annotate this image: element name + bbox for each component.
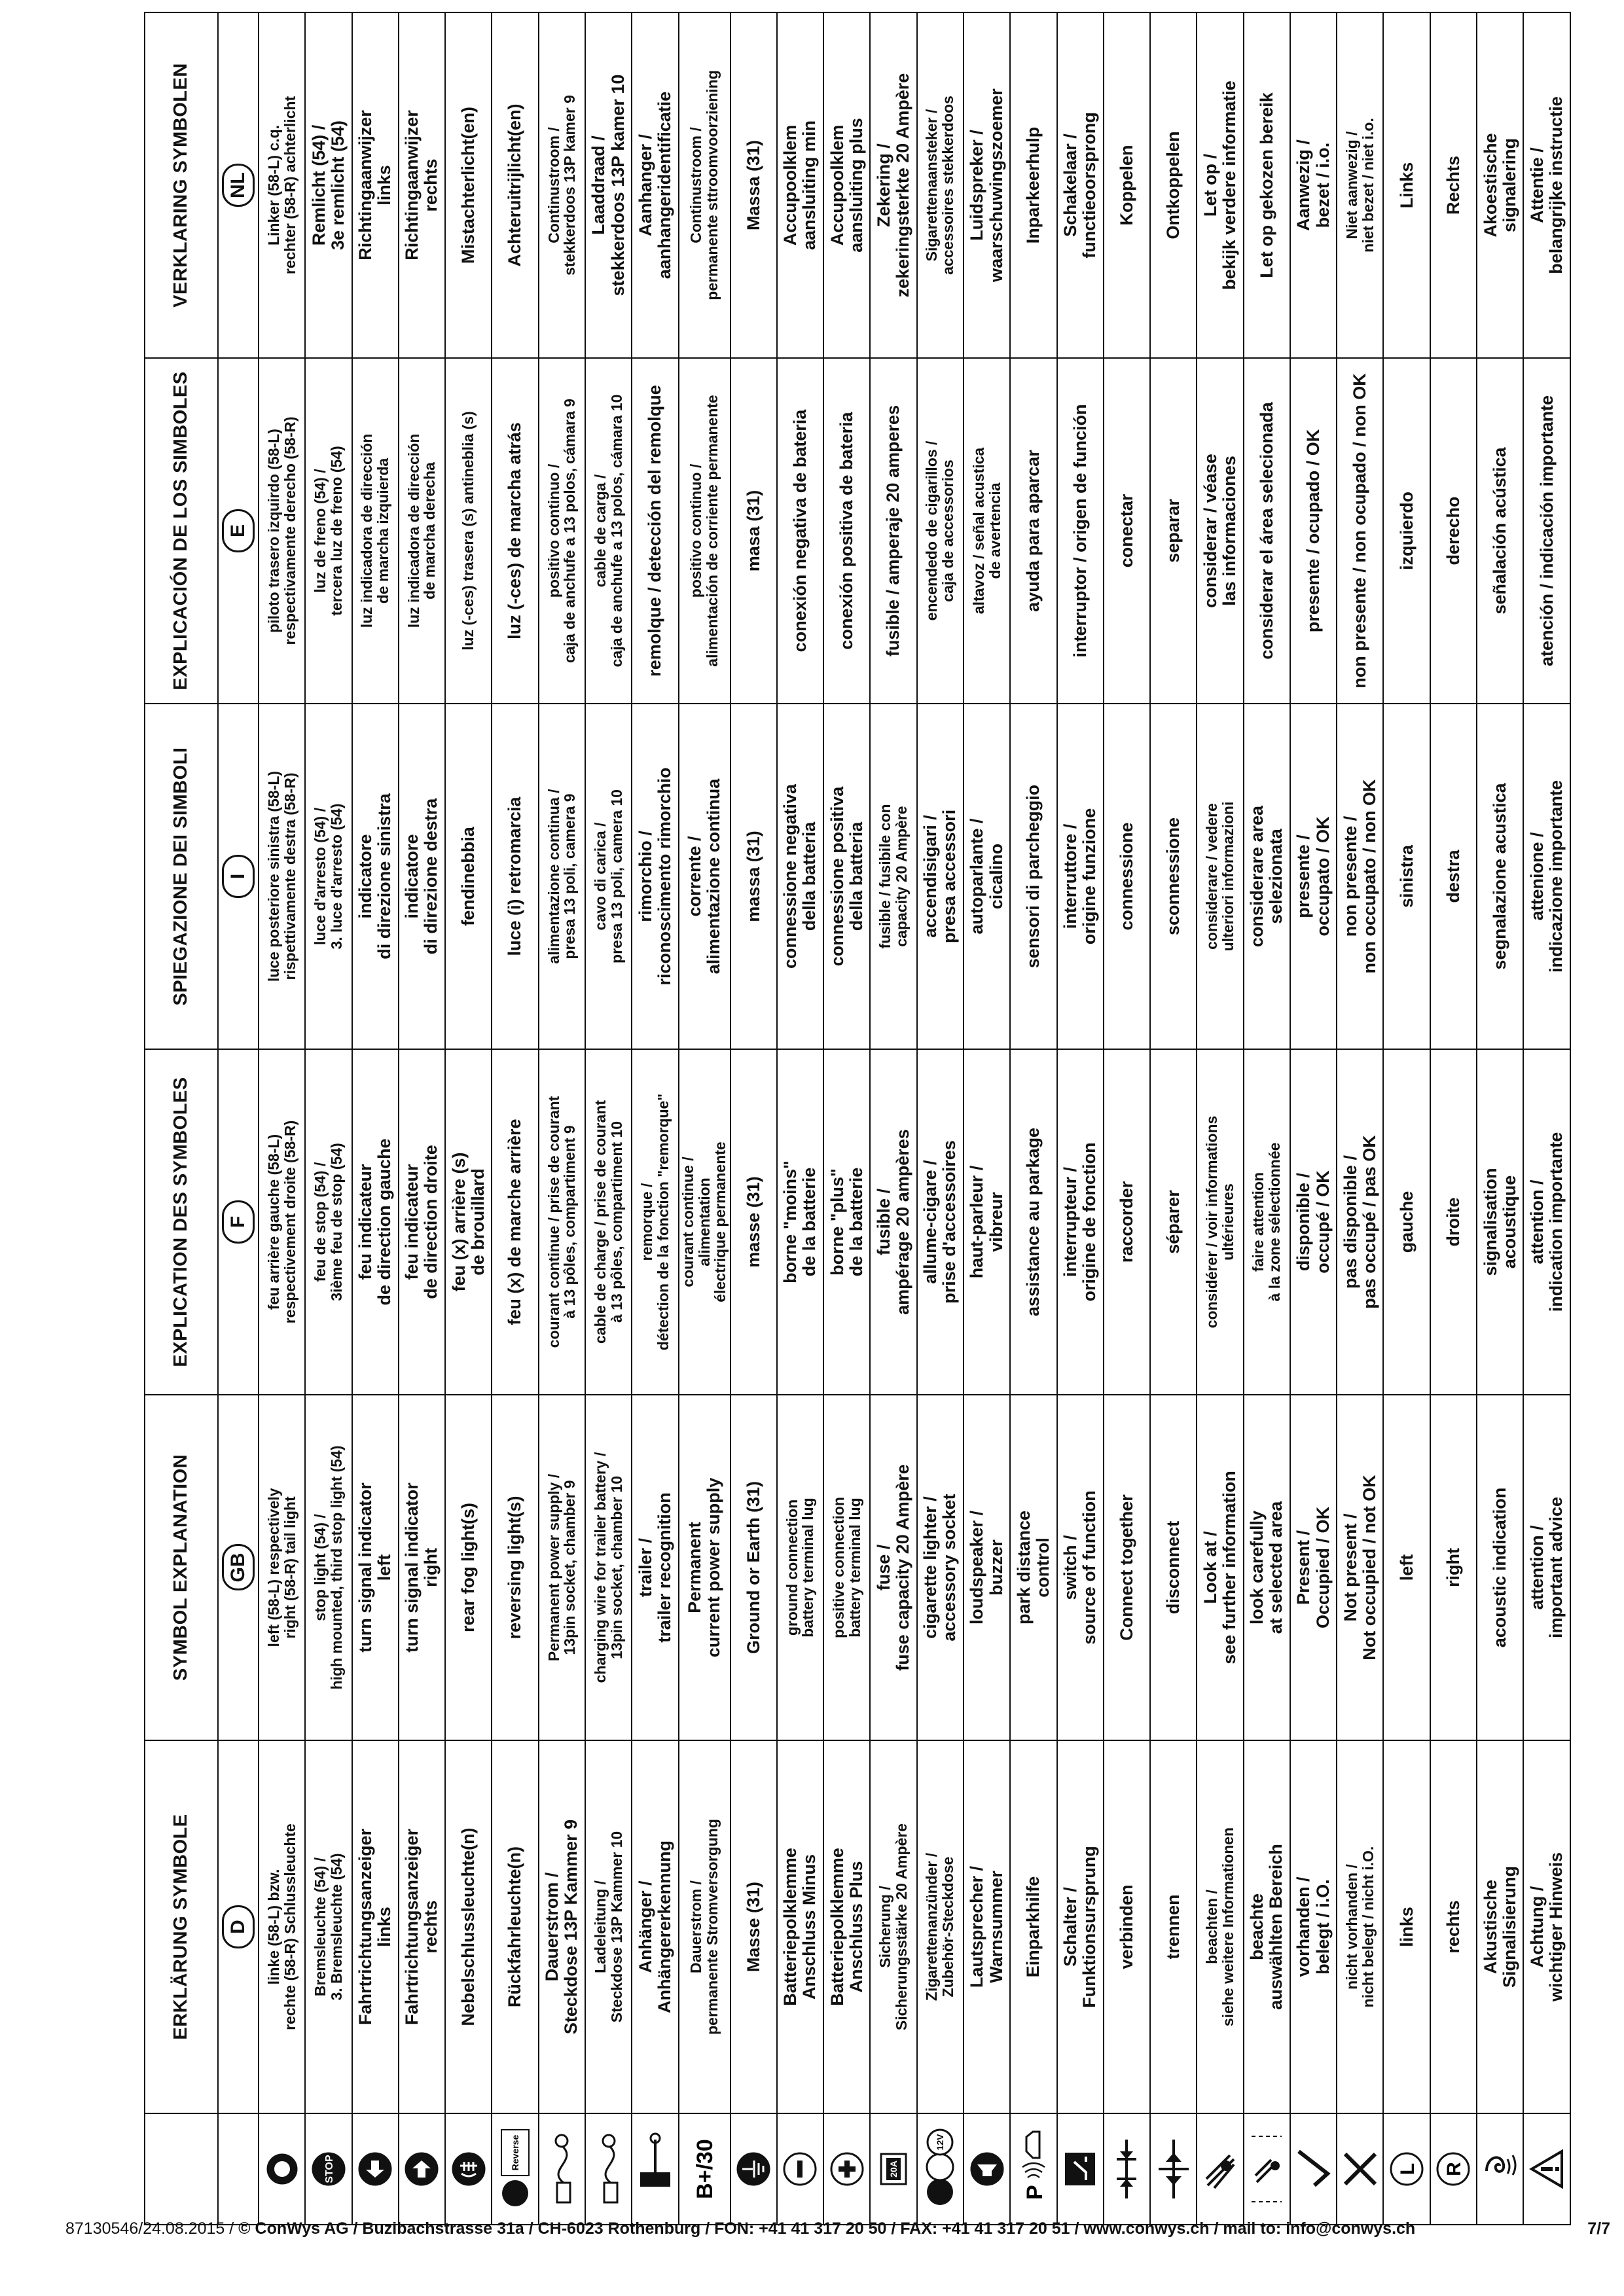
turn-left-icon-svg [356,2126,394,2212]
header-nl: VERKLARING SYMBOLEN [145,12,218,358]
cell-nl: Aanwezig / bezet / i.o. [1290,12,1337,358]
legend-row [305,12,352,2225]
cell-nl: Links [1383,12,1430,358]
legend-row [352,12,399,2225]
cell-fr: remorque / détection de la fonction "remorque" [632,1049,678,1395]
cell-es: fusible / amperaje 20 amperes [870,358,916,704]
charging-wire-icon-svg [590,2126,628,2212]
switch-icon-svg [1061,2126,1099,2212]
cell-it: corrente / alimentazione continua [679,704,731,1049]
cell-fr: raccorder [1104,1049,1150,1395]
warning-icon-svg [1528,2126,1566,2212]
cell-de: linke (58-L) bzw. rechte (58-R) Schlussleuchte [259,1740,305,2113]
cell-fr: feu indicateur de direction droite [399,1049,445,1395]
lang-badge-de: D [222,1905,255,1948]
cell-gb: attention / important advice [1523,1395,1570,1740]
cell-es: cable de carga / caja de anchufe a 13 polos, cámara 10 [585,358,632,704]
cell-nl: Continustroom / permanente sttroomvoorziening [679,12,731,358]
ground-icon [731,2113,777,2225]
cell-de: Masse (31) [731,1740,777,2113]
minus-icon-svg [781,2126,819,2212]
cell-es: luz indicadora de dirección de marcha derecha [399,358,445,704]
acoustic-icon-svg [1481,2126,1519,2212]
selected-area-icon-svg [1248,2126,1286,2212]
cell-it: luce posteriore sinistra (58-L) rispettivamente destra (58-R) [259,704,305,1049]
turn-left-icon [352,2113,399,2225]
cell-it: indicatore di direzione destra [399,704,445,1049]
cell-nl: Aanhanger / aanhangeridentificatie [632,12,678,358]
legend-row [539,12,585,2225]
trailer-icon-svg [636,2126,674,2212]
permanent-supply-icon [539,2113,585,2225]
acoustic-icon [1477,2113,1523,2225]
cell-it: alimentazione continua / presa 13 poli, camera 9 [539,704,585,1049]
cell-nl: Richtingaanwijzer rechts [399,12,445,358]
footer-doc-ref: 87130546/24.08.2015 / [65,2219,234,2238]
legend-row [1104,12,1150,2225]
cell-gb: Connect together [1104,1395,1150,1740]
cell-fr: faire attention à la zone sélectionnée [1244,1049,1290,1395]
disconnect-icon [1150,2113,1197,2225]
header-gb: SYMBOL EXPLANATION [145,1395,218,1740]
cell-gb: disconnect [1150,1395,1197,1740]
cell-es: conexión negativa de bateria [777,358,823,704]
legend-row [632,12,678,2225]
cell-fr: feu indicateur de direction gauche [352,1049,399,1395]
cell-it: considerare / vedere ulteriori informazioni [1197,704,1243,1049]
cell-it: rimorchio / riconoscimento rimorchio [632,704,678,1049]
cell-es: ayuda para aparcar [1010,358,1056,704]
loudspeaker-icon-svg [968,2126,1006,2212]
legend-row [1290,12,1337,2225]
legend-row [1057,12,1104,2225]
connect-icon-svg [1108,2126,1146,2212]
cell-nl: Accupoolklem aansluiting plus [823,12,870,358]
rear-light-icon [259,2113,305,2225]
stop-light-icon-svg [310,2126,348,2212]
cell-de: Rückfahrleuchte(n) [492,1740,538,2113]
cell-gb: rear fog light(s) [445,1395,492,1740]
cell-es: masa (31) [731,358,777,704]
cell-fr: courant continue / alimentation électrique permanente [679,1049,731,1395]
cell-de: nicht vorhanden / nicht belegt / nicht i.O. [1337,1740,1383,2113]
look-at-icon [1197,2113,1243,2225]
cell-it: accendisigari / presa accessori [917,704,964,1049]
legend-row [731,12,777,2225]
lang-badge-it: I [222,855,255,898]
cell-fr: séparer [1150,1049,1197,1395]
legend-row [259,12,305,2225]
cell-gb: trailer / trailer recognition [632,1395,678,1740]
fuse-icon-text: 20A [888,2161,899,2178]
lang-badge-fr: F [222,1200,255,1244]
left-l-icon-text: L [1397,2162,1419,2176]
legend-row [1197,12,1243,2225]
cell-fr: considérer / voir informations ultérieures [1197,1049,1243,1395]
reversing-light-icon-svg [496,2126,534,2212]
cell-es: considerar / véase las informaciones [1197,358,1243,704]
park-assist-icon [1010,2113,1056,2225]
cell-de: Einparkhilfe [1010,1740,1056,2113]
legend-row [777,12,823,2225]
cell-nl: Luidspreker / waarschuwingszoemer [964,12,1010,358]
cell-es: presente / ocupado / OK [1290,358,1337,704]
cell-fr: allume-cigare / prise d'accessoires [917,1049,964,1395]
cell-es: non presente / non ocupado / non OK [1337,358,1383,704]
fuse-icon-svg [875,2126,912,2212]
cell-nl: Attentie / belangrijke instructie [1523,12,1570,358]
lang-empty [218,2113,259,2225]
cell-fr: attention / indication importante [1523,1049,1570,1395]
legend-row [1150,12,1197,2225]
cell-de: Anhänger / Anhängererkennung [632,1740,678,2113]
cell-de: Fahrtrichtungsanzeiger rechts [399,1740,445,2113]
footer-imprint: © ConWys AG / Buzibachstrasse 31a / CH-6023 Rothenburg / FON: +41 41 317 20 50 / FAX: +41 41 317 20 51 / www.conwys.ch / mail to: info@conwys.ch [238,2219,1416,2238]
cell-gb: look carefully at selected area [1244,1395,1290,1740]
right-r-icon-svg [1434,2126,1472,2212]
cell-de: Batteriepolklemme Anschluss Minus [777,1740,823,2113]
cell-nl: Richtingaanwijzer links [352,12,399,358]
footer [65,2215,1610,2242]
legend-row [1010,12,1056,2225]
cell-de: Lautsprecher / Warnsummer [964,1740,1010,2113]
checkmark-icon-svg [1295,2126,1333,2212]
warning-icon [1523,2113,1570,2225]
b30-icon-svg [685,2126,723,2212]
cell-nl: Rechts [1430,12,1477,358]
cell-nl: Akoestische signalering [1477,12,1523,358]
right-r-icon-text: R [1443,2162,1466,2176]
legend-row [492,12,538,2225]
cell-de: beachten / siehe weitere Informationen [1197,1740,1243,2113]
fog-light-icon [445,2113,492,2225]
legend-row [1244,12,1290,2225]
left-l-icon-svg [1388,2126,1426,2212]
cell-es: piloto trasero izquirdo (58-L) respectivamente derecho (58-R) [259,358,305,704]
legend-row [1337,12,1383,2225]
symbol-legend-table [144,12,1571,2225]
footer-page-number: 7/7 [1587,2219,1610,2238]
cell-gb: reversing light(s) [492,1395,538,1740]
cell-es: luz de freno (54) / tercera luz de freno (54) [305,358,352,704]
cell-de: links [1383,1740,1430,2113]
symbol-legend-sheet [144,13,1571,2225]
cell-de: rechts [1430,1740,1477,2113]
header-symbol [145,2113,218,2225]
cell-nl: Laaddraad / stekkerdoos 13P kamer 10 [585,12,632,358]
cell-es: considerar el área selecionada [1244,358,1290,704]
cell-gb: right [1430,1395,1477,1740]
cell-es: positivo continuo / alimentación de corriente permanente [679,358,731,704]
checkmark-icon [1290,2113,1337,2225]
cell-nl: Ontkoppelen [1150,12,1197,358]
legend-row [823,12,870,2225]
b30-icon-text: B+/30 [693,2139,718,2199]
cell-de: verbinden [1104,1740,1150,2113]
legend-row [445,12,492,2225]
cell-de: Bremsleuchte (54) / 3. Bremsleuchte (54) [305,1740,352,2113]
lang-badge-nl: NL [222,164,255,207]
cell-fr: feu (x) de marche arrière [492,1049,538,1395]
cell-it: fusible / fusibile con capacity 20 Ampère [870,704,916,1049]
fuse-icon [870,2113,916,2225]
header-es: EXPLICACIÓN DE LOS SIMBOLES [145,358,218,704]
stop-light-icon [305,2113,352,2225]
stop-icon-text: STOP [323,2155,335,2183]
cell-de: Achtung / wichtiger Hinweis [1523,1740,1570,2113]
left-l-icon [1383,2113,1430,2225]
cell-fr: feu de stop (54) / 3ième feu de stop (54) [305,1049,352,1395]
header-it: SPIEGAZIONE DEI SIMBOLI [145,704,218,1049]
ground-icon-svg [734,2126,772,2212]
legend-row [1523,12,1570,2225]
cell-fr: courant continue / prise de courant à 13 pôles, compartiment 9 [539,1049,585,1395]
cell-es: izquierdo [1383,358,1430,704]
reverse-icon-text: Reverse [510,2134,521,2171]
legend-row [1383,12,1430,2225]
cell-nl: Let op gekozen bereik [1244,12,1290,358]
legend-row [679,12,731,2225]
cell-nl: Accupoolklem aansluiting min [777,12,823,358]
cell-es: señalación acústica [1477,358,1523,704]
selected-area-icon [1244,2113,1290,2225]
cell-fr: disponible / occupé / OK [1290,1049,1337,1395]
b30-icon [679,2113,731,2225]
cell-es: derecho [1430,358,1477,704]
cell-fr: droite [1430,1049,1477,1395]
connect-icon [1104,2113,1150,2225]
cell-de: Batteriepolklemme Anschluss Plus [823,1740,870,2113]
cell-gb: left [1383,1395,1430,1740]
cell-de: Nebelschlussleuchte(n) [445,1740,492,2113]
cell-fr: signalisation acoustique [1477,1049,1523,1395]
cell-nl: Linker (58-L) c.q. rechter (58-R) achterlicht [259,12,305,358]
cell-it: luce (i) retromarcia [492,704,538,1049]
cell-gb: turn signal indicator left [352,1395,399,1740]
cell-it: massa (31) [731,704,777,1049]
cell-es: interruptor / origen de función [1057,358,1104,704]
loudspeaker-icon [964,2113,1010,2225]
cell-it: connessione negativa della batteria [777,704,823,1049]
cell-de: Akustische Signalisierung [1477,1740,1523,2113]
cell-fr: masse (31) [731,1049,777,1395]
cell-it: sinistra [1383,704,1430,1049]
legend-row [917,12,964,2225]
lang-badge-gb: GB [222,1545,255,1591]
cell-it: autoparlante / cicalino [964,704,1010,1049]
cell-nl: Continustroom / stekkerdoos 13P kamer 9 [539,12,585,358]
cell-de: Fahrtrichtungsanzeiger links [352,1740,399,2113]
cell-fr: feu (x) arrière (s) de brouillard [445,1049,492,1395]
cell-nl: Mistachterlicht(en) [445,12,492,358]
minus-icon [777,2113,823,2225]
trailer-icon [632,2113,678,2225]
cell-de: Ladeleitung / Steckdose 13P Kammer 10 [585,1740,632,2113]
cell-de: Zigarettenanzünder / Zubehör-Steckdose [917,1740,964,2113]
cell-gb: stop light (54) / high mounted, third stop light (54) [305,1395,352,1740]
cell-es: remolque / detección del remolque [632,358,678,704]
look-at-icon-svg [1201,2126,1239,2212]
cell-nl: Inparkeerhulp [1010,12,1056,358]
cell-gb: Permanent power supply / 13pin socket, chamber 9 [539,1395,585,1740]
header-fr: EXPLICATION DES SYMBOLES [145,1049,218,1395]
cell-gb: positive connection battery terminal lug [823,1395,870,1740]
cell-gb: park distance control [1010,1395,1056,1740]
cell-fr: fusible / ampérage 20 ampères [870,1049,916,1395]
cell-gb: Not present / Not occupied / not OK [1337,1395,1383,1740]
cell-it: attenione / indicazione importante [1523,704,1570,1049]
cell-de: Dauerstrom / permanente Stromversorgung [679,1740,731,2113]
cell-fr: feu arrière gauche (58-L) respectivement droite (58-R) [259,1049,305,1395]
cell-nl: Koppelen [1104,12,1150,358]
disconnect-icon-svg [1155,2126,1193,2212]
cell-es: atención / indicación importante [1523,358,1570,704]
cell-it: considerare area selezionata [1244,704,1290,1049]
legend-row [1430,12,1477,2225]
park-assist-icon-svg [1015,2126,1053,2212]
park-icon-text: P [1022,2185,1047,2200]
cell-it: destra [1430,704,1477,1049]
cell-es: encendedo de cigarillos / caja de accessorios [917,358,964,704]
legend-row [870,12,916,2225]
cell-es: luz (-ces) de marcha atrás [492,358,538,704]
cell-gb: turn signal indicator right [399,1395,445,1740]
cell-es: positivo continuo / caja de anchufe a 13 polos, cámara 9 [539,358,585,704]
cell-fr: borne "moins" de la batterie [777,1049,823,1395]
reversing-light-icon [492,2113,538,2225]
permanent-supply-icon-svg [543,2126,581,2212]
cell-it: presente / occupato / OK [1290,704,1337,1049]
legend-row [1477,12,1523,2225]
right-r-icon [1430,2113,1477,2225]
cell-de: Schalter / Funktionsursprung [1057,1740,1104,2113]
plus-icon-svg [828,2126,866,2212]
cell-es: conexión positiva de bateria [823,358,870,704]
fog-light-icon-svg [450,2126,488,2212]
cell-fr: borne "plus" de la batterie [823,1049,870,1395]
legend-row [585,12,632,2225]
cell-it: interruttore / origine funzione [1057,704,1104,1049]
cell-it: cavo di carica / presa 13 poli, camera 10 [585,704,632,1049]
cell-it: non presente / non occupato / non OK [1337,704,1383,1049]
cross-icon-svg [1341,2126,1379,2212]
cell-nl: Achteruitrijlicht(en) [492,12,538,358]
cell-de: beachte auswählten Bereich [1244,1740,1290,2113]
switch-icon [1057,2113,1104,2225]
cell-gb: Look at / see further information [1197,1395,1243,1740]
cell-nl: Sigarettenaansteker / accessoires stekkerdoos [917,12,964,358]
cell-it: connessione [1104,704,1150,1049]
cell-de: Sicherung / Sicherungsstärke 20 Ampère [870,1740,916,2113]
cell-fr: assistance au parkage [1010,1049,1056,1395]
cell-gb: Ground or Earth (31) [731,1395,777,1740]
cell-de: Dauerstrom / Steckdose 13P Kammer 9 [539,1740,585,2113]
cigarette-lighter-icon [917,2113,964,2225]
charging-wire-icon [585,2113,632,2225]
cell-nl: Zekering / zekeringsterkte 20 Ampère [870,12,916,358]
cell-fr: interrupteur / origine de fonction [1057,1049,1104,1395]
cross-icon [1337,2113,1383,2225]
cell-it: segnalazione acustica [1477,704,1523,1049]
turn-right-icon-svg [403,2126,441,2212]
cell-gb: charging wire for trailer battery / 13pin socket, chamber 10 [585,1395,632,1740]
cell-nl: Remlicht (54) / 3e remlicht (54) [305,12,352,358]
header-de: ERKLÄRUNG SYMBOLE [145,1740,218,2113]
cell-gb: cigarette lighter / accessory socket [917,1395,964,1740]
cell-it: luce d'arresto (54) / 3. luce d'arresto (54) [305,704,352,1049]
cell-it: fendinebbia [445,704,492,1049]
cell-gb: left (58-L) respectively right (58-R) tail light [259,1395,305,1740]
turn-right-icon [399,2113,445,2225]
cell-it: sconnessione [1150,704,1197,1049]
cell-fr: pas disponible / pas occupé / pas OK [1337,1049,1383,1395]
cigarette-lighter-icon-svg [921,2126,959,2212]
cell-gb: ground connection battery terminal lug [777,1395,823,1740]
cell-gb: acoustic indication [1477,1395,1523,1740]
12v-icon-text: 12V [935,2134,946,2151]
legend-row [964,12,1010,2225]
cell-nl: Niet aanwezig / niet bezet / niet i.o. [1337,12,1383,358]
plus-icon [823,2113,870,2225]
cell-it: connessione positiva della batteria [823,704,870,1049]
cell-de: vorhanden / belegt / i.O. [1290,1740,1337,2113]
cell-fr: haut-parleur / vibreur [964,1049,1010,1395]
cell-es: altavoz / señal acustica de avertencia [964,358,1010,704]
cell-es: conectar [1104,358,1150,704]
lang-badge-es: E [222,509,255,552]
cell-nl: Schakelaar / functieoorsprong [1057,12,1104,358]
cell-de: trennen [1150,1740,1197,2113]
cell-fr: gauche [1383,1049,1430,1395]
cell-nl: Massa (31) [731,12,777,358]
cell-gb: Permanent current power supply [679,1395,731,1740]
cell-gb: loudspeaker / buzzer [964,1395,1010,1740]
cell-gb: Present / Occupied / OK [1290,1395,1337,1740]
cell-es: luz indicadora de dirección de marcha izquierda [352,358,399,704]
legend-row [399,12,445,2225]
cell-it: sensori di parcheggio [1010,704,1056,1049]
rear-light-icon-svg [263,2126,301,2212]
cell-nl: Let op / bekijk verdere informatie [1197,12,1243,358]
cell-es: luz (-ces) trasera (s) antineblia (s) [445,358,492,704]
cell-it: indicatore di direzione sinistra [352,704,399,1049]
cell-gb: fuse / fuse capacity 20 Ampère [870,1395,916,1740]
cell-gb: switch / source of function [1057,1395,1104,1740]
cell-es: separar [1150,358,1197,704]
cell-fr: cable de charge / prise de courant à 13 pôles, compartiment 10 [585,1049,632,1395]
